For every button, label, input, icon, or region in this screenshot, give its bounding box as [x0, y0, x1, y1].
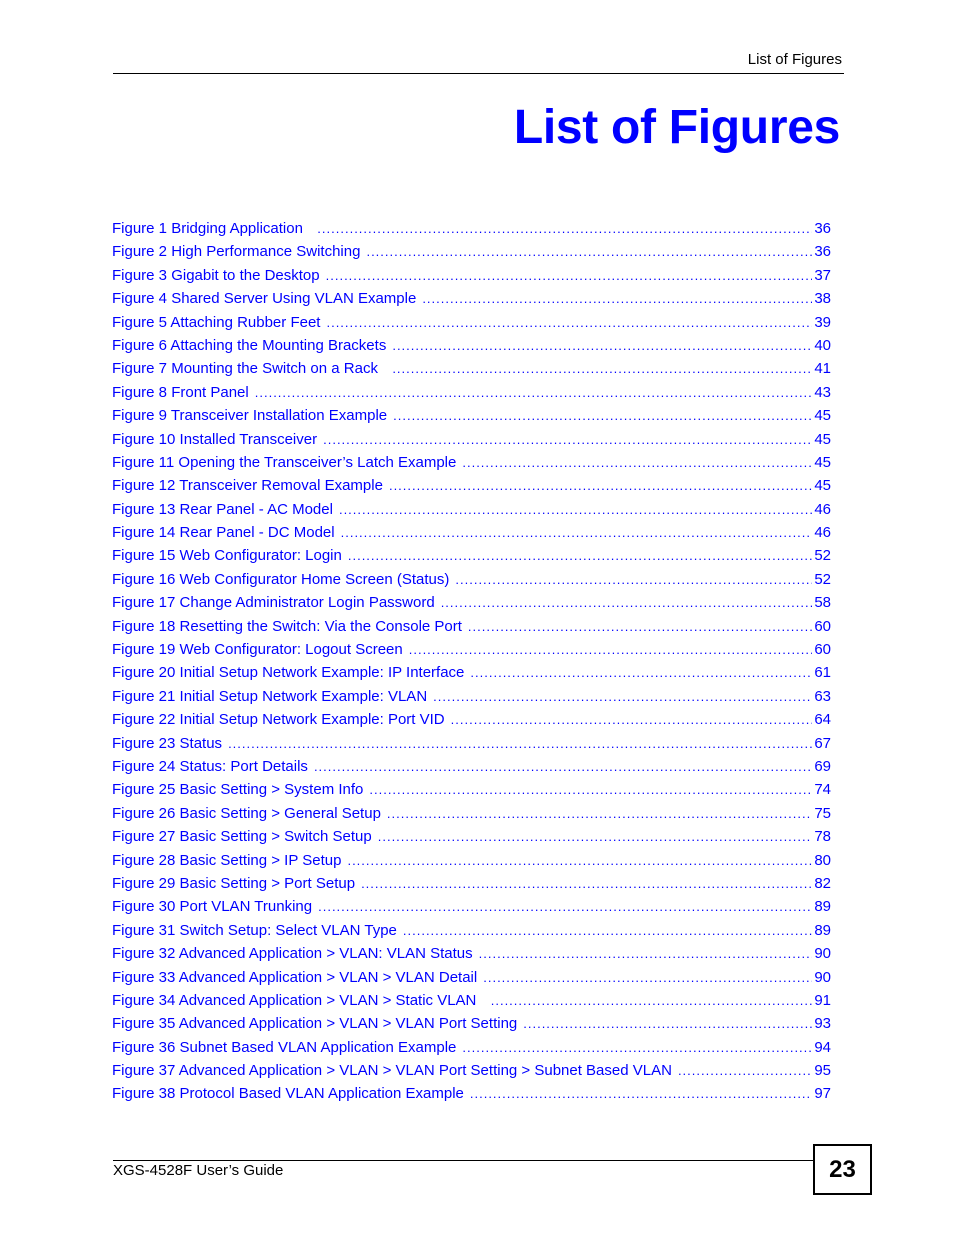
toc-entry-page[interactable]: 37: [814, 266, 831, 284]
toc-entry-page[interactable]: 36: [814, 243, 831, 261]
toc-entry-label[interactable]: Figure 1 Bridging Application: [112, 220, 312, 237]
toc-entry-page[interactable]: 90: [814, 968, 831, 986]
toc-entry-label[interactable]: Figure 4 Shared Server Using VLAN Example: [112, 290, 417, 308]
toc-entry-label[interactable]: Figure 9 Transceiver Installation Example: [112, 407, 388, 425]
toc-entry[interactable]: [112, 1012, 831, 1035]
toc-entry-label[interactable]: Figure 3 Gigabit to the Desktop: [112, 266, 320, 284]
dot-leader: [366, 240, 812, 263]
toc-entry-page[interactable]: 45: [814, 430, 831, 448]
toc-entry-label[interactable]: Figure 26 Basic Setting > General Setup: [112, 804, 381, 822]
toc-entry[interactable]: [112, 825, 831, 848]
toc-entry-label[interactable]: Figure 7 Mounting the Switch on a Rack: [112, 360, 387, 378]
toc-entry[interactable]: [112, 755, 831, 778]
toc-entry[interactable]: [112, 1082, 831, 1105]
dot-leader: [339, 498, 812, 521]
toc-entry-page[interactable]: 45: [814, 407, 831, 425]
toc-entry[interactable]: [112, 638, 831, 661]
dot-leader: [228, 732, 812, 755]
header-divider: [113, 73, 844, 74]
toc-entry[interactable]: [112, 849, 831, 872]
toc-entry-page[interactable]: 95: [814, 1062, 831, 1080]
footer-guide-name: XGS-4528F User’s Guide: [113, 1162, 284, 1179]
dot-leader: [314, 755, 812, 778]
dot-leader: [255, 381, 813, 404]
dot-leader: [361, 872, 812, 895]
toc-entry-page[interactable]: 61: [814, 664, 831, 682]
dot-leader: [470, 1082, 812, 1105]
toc-entry[interactable]: [112, 989, 831, 1012]
toc-entry-label[interactable]: Figure 11 Opening the Transceiver’s Latch Example: [112, 453, 457, 471]
toc-entry-label[interactable]: Figure 23 Status: [112, 734, 223, 752]
dot-leader: [433, 685, 812, 708]
toc-entry-page[interactable]: 93: [814, 1015, 831, 1033]
dot-leader: [326, 311, 812, 334]
dot-leader: [479, 942, 813, 965]
toc-entry-page[interactable]: 82: [814, 874, 831, 892]
toc-entry-page[interactable]: 52: [814, 570, 831, 588]
toc-entry-page[interactable]: 38: [814, 290, 831, 308]
toc-entry-label[interactable]: Figure 17 Change Administrator Login Password: [112, 594, 435, 612]
toc-entry-label[interactable]: Figure 30 Port VLAN Trunking: [112, 898, 313, 916]
dot-leader: [523, 1012, 812, 1035]
dot-leader: [318, 895, 812, 918]
toc-entry-page[interactable]: 39: [814, 313, 831, 331]
toc-entry[interactable]: [112, 732, 831, 755]
dot-leader: [403, 919, 812, 942]
toc-entry[interactable]: [112, 895, 831, 918]
toc-entry-page[interactable]: 89: [814, 921, 831, 939]
running-header: List of Figures: [747, 51, 842, 68]
toc-entry-page[interactable]: 45: [814, 453, 831, 471]
page-number: 23: [829, 1155, 856, 1183]
toc-entry[interactable]: [112, 1036, 831, 1059]
toc-entry[interactable]: [112, 1059, 831, 1082]
footer-divider: [113, 1160, 813, 1161]
toc-entry[interactable]: [112, 544, 831, 567]
toc-entry-label[interactable]: Figure 6 Attaching the Mounting Brackets: [112, 336, 387, 354]
toc-entry-page[interactable]: 43: [814, 383, 831, 401]
toc-entry[interactable]: [112, 778, 831, 801]
toc-entry[interactable]: [112, 685, 831, 708]
toc-entry-label[interactable]: Figure 14 Rear Panel - DC Model: [112, 524, 335, 542]
toc-entry-label[interactable]: Figure 12 Transceiver Removal Example: [112, 477, 383, 495]
dot-leader: [323, 428, 812, 451]
dot-leader: [393, 404, 812, 427]
toc-entry-label[interactable]: Figure 5 Attaching Rubber Feet: [112, 313, 321, 331]
toc-entry-label[interactable]: Figure 34 Advanced Application > VLAN > Static VLAN: [112, 991, 485, 1009]
toc-entry-page[interactable]: 90: [814, 945, 831, 963]
toc-entry-page[interactable]: 40: [814, 336, 831, 354]
toc-entry-label[interactable]: Figure 18 Resetting the Switch: Via the Console Port: [112, 617, 462, 635]
toc-entry-label[interactable]: Figure 33 Advanced Application > VLAN > VLAN Detail: [112, 968, 478, 986]
toc-entry-page[interactable]: 60: [814, 641, 831, 659]
dot-leader: [387, 802, 812, 825]
toc-entry-label[interactable]: Figure 28 Basic Setting > IP Setup: [112, 851, 342, 869]
toc-entry[interactable]: [112, 942, 831, 965]
toc-entry-page[interactable]: 46: [814, 500, 831, 518]
toc-entry-label[interactable]: Figure 37 Advanced Application > VLAN > VLAN Port Setting > Subnet Based VLAN: [112, 1062, 672, 1080]
toc-entry[interactable]: [112, 661, 831, 684]
dot-leader: [483, 966, 812, 989]
toc-entry-label[interactable]: Figure 36 Subnet Based VLAN Application Example: [112, 1038, 457, 1056]
toc-entry-label[interactable]: Figure 13 Rear Panel - AC Model: [112, 500, 333, 518]
dot-leader: [451, 708, 813, 731]
toc-entry-label[interactable]: Figure 16 Web Configurator Home Screen (Status): [112, 570, 450, 588]
dot-leader: [462, 451, 812, 474]
toc-entry-label[interactable]: Figure 25 Basic Setting > System Info: [112, 781, 364, 799]
figure-list: [112, 217, 831, 1106]
toc-entry-page[interactable]: 75: [814, 804, 831, 822]
toc-entry-label[interactable]: Figure 31 Switch Setup: Select VLAN Type: [112, 921, 397, 939]
dot-leader: [491, 989, 813, 1012]
toc-entry-label[interactable]: Figure 22 Initial Setup Network Example: Port VID: [112, 711, 445, 729]
toc-entry-page[interactable]: 94: [814, 1038, 831, 1056]
toc-entry[interactable]: [112, 615, 831, 638]
toc-entry[interactable]: [112, 428, 831, 451]
toc-entry-page[interactable]: 67: [814, 734, 831, 752]
toc-entry-page[interactable]: 91: [814, 991, 831, 1009]
toc-entry-page[interactable]: 69: [814, 757, 831, 775]
toc-entry[interactable]: [112, 708, 831, 731]
toc-entry-page[interactable]: 78: [814, 828, 831, 846]
toc-entry[interactable]: [112, 404, 831, 427]
toc-entry-label[interactable]: Figure 15 Web Configurator: Login: [112, 547, 342, 565]
dot-leader: [347, 849, 812, 872]
toc-entry[interactable]: [112, 311, 831, 334]
dot-leader: [369, 778, 812, 801]
page-number-box: [813, 1144, 872, 1195]
toc-entry-label[interactable]: Figure 19 Web Configurator: Logout Screen: [112, 641, 403, 659]
toc-entry[interactable]: [112, 451, 831, 474]
toc-entry-page[interactable]: 60: [814, 617, 831, 635]
dot-leader: [468, 615, 812, 638]
toc-entry-page[interactable]: 89: [814, 898, 831, 916]
dot-leader: [392, 334, 812, 357]
toc-entry-page[interactable]: 46: [814, 524, 831, 542]
toc-entry[interactable]: [112, 357, 831, 380]
dot-leader: [348, 544, 812, 567]
toc-entry[interactable]: [112, 334, 831, 357]
dot-leader: [422, 287, 812, 310]
toc-entry-label[interactable]: Figure 8 Front Panel: [112, 383, 249, 401]
toc-entry[interactable]: [112, 966, 831, 989]
toc-entry[interactable]: [112, 802, 831, 825]
toc-entry-label[interactable]: Figure 38 Protocol Based VLAN Application Example: [112, 1085, 464, 1103]
toc-entry-label[interactable]: Figure 24 Status: Port Details: [112, 757, 308, 775]
dot-leader: [392, 357, 812, 380]
toc-entry-page[interactable]: 45: [814, 477, 831, 495]
toc-entry-page[interactable]: 36: [814, 220, 831, 237]
dot-leader: [378, 825, 813, 848]
dot-leader: [341, 521, 813, 544]
toc-entry-page[interactable]: 64: [814, 711, 831, 729]
toc-entry[interactable]: [112, 872, 831, 895]
dot-leader: [470, 661, 812, 684]
toc-entry-page[interactable]: 52: [814, 547, 831, 565]
dot-leader: [441, 591, 813, 614]
toc-entry-page[interactable]: 58: [814, 594, 831, 612]
toc-entry-page[interactable]: 74: [814, 781, 831, 799]
toc-entry-label[interactable]: Figure 32 Advanced Application > VLAN: VLAN Status: [112, 945, 473, 963]
toc-entry-label[interactable]: Figure 27 Basic Setting > Switch Setup: [112, 828, 372, 846]
dot-leader: [317, 217, 812, 240]
toc-entry[interactable]: [112, 919, 831, 942]
toc-entry[interactable]: [112, 217, 831, 240]
page-title: List of Figures: [513, 101, 840, 154]
toc-entry[interactable]: [112, 240, 831, 263]
toc-entry-label[interactable]: Figure 29 Basic Setting > Port Setup: [112, 874, 356, 892]
dot-leader: [462, 1036, 812, 1059]
dot-leader: [389, 474, 812, 497]
dot-leader: [678, 1059, 812, 1082]
toc-entry-label[interactable]: Figure 2 High Performance Switching: [112, 243, 361, 261]
toc-entry-page[interactable]: 97: [814, 1085, 831, 1103]
toc-entry[interactable]: [112, 568, 831, 591]
toc-entry[interactable]: [112, 521, 831, 544]
toc-entry-label[interactable]: Figure 20 Initial Setup Network Example: IP Interface: [112, 664, 465, 682]
toc-entry-label[interactable]: Figure 35 Advanced Application > VLAN > VLAN Port Setting: [112, 1015, 518, 1033]
dot-leader: [326, 264, 813, 287]
toc-entry-page[interactable]: 80: [814, 851, 831, 869]
toc-entry-label[interactable]: Figure 10 Installed Transceiver: [112, 430, 318, 448]
toc-entry-page[interactable]: 41: [814, 360, 831, 378]
toc-entry[interactable]: [112, 591, 831, 614]
dot-leader: [455, 568, 812, 591]
toc-entry-page[interactable]: 63: [814, 687, 831, 705]
toc-entry[interactable]: [112, 264, 831, 287]
toc-entry[interactable]: [112, 474, 831, 497]
toc-entry[interactable]: [112, 498, 831, 521]
dot-leader: [409, 638, 813, 661]
toc-entry-label[interactable]: Figure 21 Initial Setup Network Example: VLAN: [112, 687, 428, 705]
toc-entry[interactable]: [112, 287, 831, 310]
toc-entry[interactable]: [112, 381, 831, 404]
